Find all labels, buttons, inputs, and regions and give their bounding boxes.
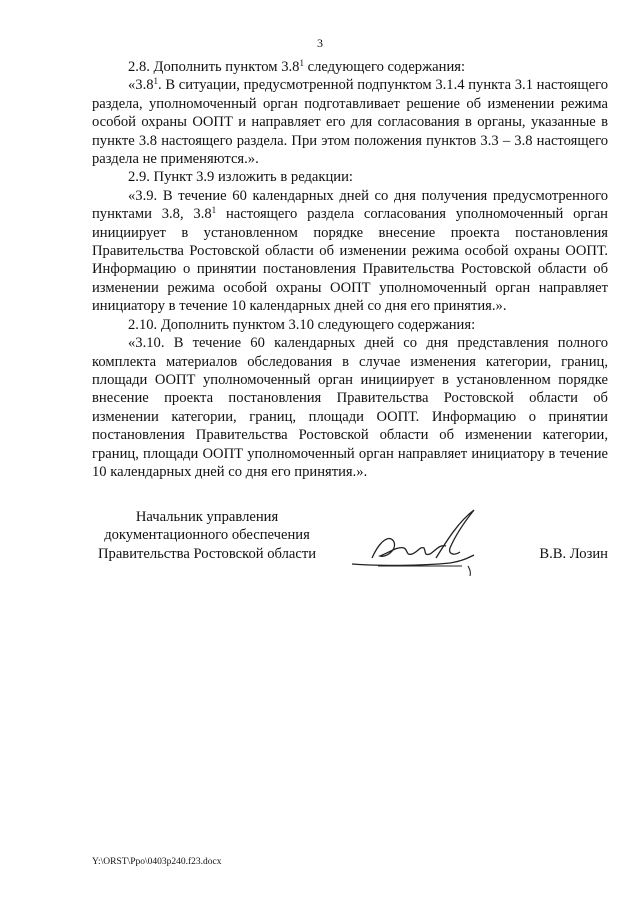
paragraph-2-10: 2.10. Дополнить пунктом 3.10 следующего содержания: [128, 316, 476, 333]
paragraph-3-9: «3.9. В течение 60 календарных дней со дня получения предусмотренного пунктами 3.8, $3.8^1$ настоящего раздела согласования уполномоченный орган инициирует в установленном порядке внесение проекта постановления Правительства Ростовской области об изменении режима особой охраны ООПТ. Информацию о принятии постановления Правительства Ростовской области об изменении режима особой охраны ООПТ уполномоченный орган направляет инициатору в течение 10 календарных дней со дня его принятия.». [92, 187, 608, 315]
page-number: 3 [317, 36, 323, 50]
paragraph-3-8-1: «$3.8^1$. В ситуации, предусмотренной подпунктом 3.1.4 пункта 3.1 настоящего раздела, уполномоченный орган подготавливает решение об изменении режима особой охраны ООПТ и направляет его для согласования в органы, указанные в пункте 3.8 настоящего раздела. При этом положения пунктов 3.3 – 3.8 настоящего раздела не применяются.». [92, 76, 608, 168]
paragraph-3-10: «3.10. В течение 60 календарных дней со дня представления полного комплекта материалов обследования в случае изменения категории, границ, площади ООПТ уполномоченный орган инициирует в установленном порядке внесение проекта постановления Правительства Ростовской области об изменении категории, границ, площади ООПТ. Информацию о принятии постановления Правительства Ростовской области об изменении категории, границ, площади ООПТ уполномоченный орган направляет инициатору в течение 10 календарных дней со дня его принятия.». [92, 335, 608, 480]
signer-position: Начальник управления документационного обеспечения Правительства Ростовской области [97, 509, 317, 562]
footer-file-path: Y:\ORST\Ppo\0403p240.f23.docx [92, 857, 222, 867]
signer-name: В.В. Лозин [539, 545, 608, 562]
signature-block [92, 508, 608, 578]
paragraph-2-9: 2.9. Пункт 3.9 изложить в редакции: [128, 169, 353, 186]
document-body [92, 58, 608, 481]
handwritten-signature [350, 506, 490, 582]
paragraph-2-8: 2.8. Дополнить пунктом $3.8^1$ следующего содержания: [128, 58, 466, 75]
